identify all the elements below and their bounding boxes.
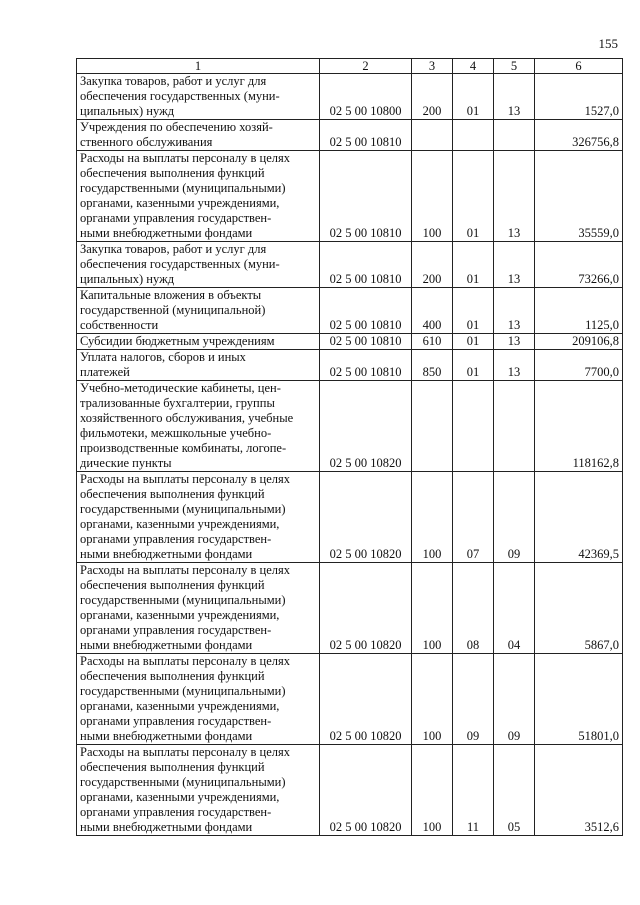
row-amount: 51801,0 bbox=[535, 654, 623, 745]
row-section bbox=[453, 381, 494, 472]
row-subsection: 13 bbox=[494, 242, 535, 288]
table-row bbox=[77, 242, 623, 288]
row-subsection: 05 bbox=[494, 745, 535, 836]
row-name: Расходы на выплаты персоналу в целях обеспечения выполнения функций государственными (муниципальными) органами, казенными учреждениями, органами управления государствен- ными внебюджетными фондами bbox=[77, 563, 320, 654]
row-name: Уплата налогов, сборов и иных платежей bbox=[77, 350, 320, 381]
row-name: Расходы на выплаты персоналу в целях обеспечения выполнения функций государственными (муниципальными) органами, казенными учреждениями, органами управления государствен- ными внебюджетными фондами bbox=[77, 745, 320, 836]
row-amount: 1125,0 bbox=[535, 288, 623, 334]
header-col-2: 2 bbox=[320, 59, 412, 74]
table-row bbox=[77, 151, 623, 242]
table-row bbox=[77, 74, 623, 120]
row-name: Расходы на выплаты персоналу в целях обеспечения выполнения функций государственными (муниципальными) органами, казенными учреждениями, органами управления государствен- ными внебюджетными фондами bbox=[77, 654, 320, 745]
row-subsection bbox=[494, 381, 535, 472]
table-row bbox=[77, 381, 623, 472]
header-col-3: 3 bbox=[412, 59, 453, 74]
row-section: 11 bbox=[453, 745, 494, 836]
table-row bbox=[77, 563, 623, 654]
row-subsection: 13 bbox=[494, 151, 535, 242]
row-subsection: 09 bbox=[494, 472, 535, 563]
row-code: 02 5 00 10820 bbox=[320, 745, 412, 836]
table-row bbox=[77, 334, 623, 350]
row-expense-type: 200 bbox=[412, 74, 453, 120]
row-section: 01 bbox=[453, 350, 494, 381]
header-row bbox=[77, 59, 623, 74]
row-code: 02 5 00 10820 bbox=[320, 472, 412, 563]
row-expense-type: 400 bbox=[412, 288, 453, 334]
row-name: Расходы на выплаты персоналу в целях обеспечения выполнения функций государственными (муниципальными) органами, казенными учреждениями, органами управления государствен- ными внебюджетными фондами bbox=[77, 472, 320, 563]
budget-table bbox=[76, 58, 623, 836]
row-name: Учебно-методические кабинеты, цен- трализованные бухгалтерии, группы хозяйственного обслуживания, учебные фильмотеки, межшкольные учебно- производственные комбинаты, логопе- дические пункты bbox=[77, 381, 320, 472]
row-subsection: 13 bbox=[494, 350, 535, 381]
row-subsection bbox=[494, 120, 535, 151]
row-expense-type: 610 bbox=[412, 334, 453, 350]
row-expense-type: 100 bbox=[412, 472, 453, 563]
row-amount: 5867,0 bbox=[535, 563, 623, 654]
row-code: 02 5 00 10810 bbox=[320, 242, 412, 288]
row-name: Закупка товаров, работ и услуг для обеспечения государственных (муни- ципальных) нужд bbox=[77, 242, 320, 288]
row-name: Учреждения по обеспечению хозяй- ственного обслуживания bbox=[77, 120, 320, 151]
row-subsection: 09 bbox=[494, 654, 535, 745]
row-code: 02 5 00 10810 bbox=[320, 151, 412, 242]
row-subsection: 13 bbox=[494, 74, 535, 120]
row-section: 01 bbox=[453, 74, 494, 120]
table-row bbox=[77, 350, 623, 381]
row-code: 02 5 00 10810 bbox=[320, 334, 412, 350]
row-section bbox=[453, 120, 494, 151]
table-row bbox=[77, 654, 623, 745]
row-section: 07 bbox=[453, 472, 494, 563]
row-expense-type: 100 bbox=[412, 745, 453, 836]
row-expense-type: 100 bbox=[412, 563, 453, 654]
row-section: 08 bbox=[453, 563, 494, 654]
row-amount: 3512,6 bbox=[535, 745, 623, 836]
row-amount: 118162,8 bbox=[535, 381, 623, 472]
table-body bbox=[77, 74, 623, 836]
header-col-4: 4 bbox=[453, 59, 494, 74]
row-subsection: 13 bbox=[494, 288, 535, 334]
row-code: 02 5 00 10810 bbox=[320, 350, 412, 381]
row-code: 02 5 00 10820 bbox=[320, 563, 412, 654]
row-name: Закупка товаров, работ и услуг для обеспечения государственных (муни- ципальных) нужд bbox=[77, 74, 320, 120]
row-section: 01 bbox=[453, 334, 494, 350]
row-expense-type: 200 bbox=[412, 242, 453, 288]
table-row bbox=[77, 745, 623, 836]
row-subsection: 04 bbox=[494, 563, 535, 654]
row-section: 09 bbox=[453, 654, 494, 745]
page-number: 155 bbox=[598, 36, 618, 51]
row-name: Расходы на выплаты персоналу в целях обеспечения выполнения функций государственными (муниципальными) органами, казенными учреждениями, органами управления государствен- ными внебюджетными фондами bbox=[77, 151, 320, 242]
row-expense-type: 100 bbox=[412, 654, 453, 745]
row-code: 02 5 00 10810 bbox=[320, 288, 412, 334]
row-amount: 35559,0 bbox=[535, 151, 623, 242]
row-amount: 209106,8 bbox=[535, 334, 623, 350]
row-expense-type bbox=[412, 381, 453, 472]
row-amount: 326756,8 bbox=[535, 120, 623, 151]
header-col-1: 1 bbox=[77, 59, 320, 74]
row-expense-type: 100 bbox=[412, 151, 453, 242]
row-code: 02 5 00 10820 bbox=[320, 381, 412, 472]
row-code: 02 5 00 10820 bbox=[320, 654, 412, 745]
row-section: 01 bbox=[453, 151, 494, 242]
row-amount: 42369,5 bbox=[535, 472, 623, 563]
row-amount: 1527,0 bbox=[535, 74, 623, 120]
row-expense-type bbox=[412, 120, 453, 151]
table-row bbox=[77, 472, 623, 563]
header-col-5: 5 bbox=[494, 59, 535, 74]
row-section: 01 bbox=[453, 242, 494, 288]
row-code: 02 5 00 10810 bbox=[320, 120, 412, 151]
header-col-6: 6 bbox=[535, 59, 623, 74]
row-amount: 7700,0 bbox=[535, 350, 623, 381]
row-amount: 73266,0 bbox=[535, 242, 623, 288]
row-name: Капитальные вложения в объекты государственной (муниципальной) собственности bbox=[77, 288, 320, 334]
row-name: Субсидии бюджетным учреждениям bbox=[77, 334, 320, 350]
table-row bbox=[77, 120, 623, 151]
row-expense-type: 850 bbox=[412, 350, 453, 381]
row-section: 01 bbox=[453, 288, 494, 334]
table-row bbox=[77, 288, 623, 334]
row-subsection: 13 bbox=[494, 334, 535, 350]
row-code: 02 5 00 10800 bbox=[320, 74, 412, 120]
